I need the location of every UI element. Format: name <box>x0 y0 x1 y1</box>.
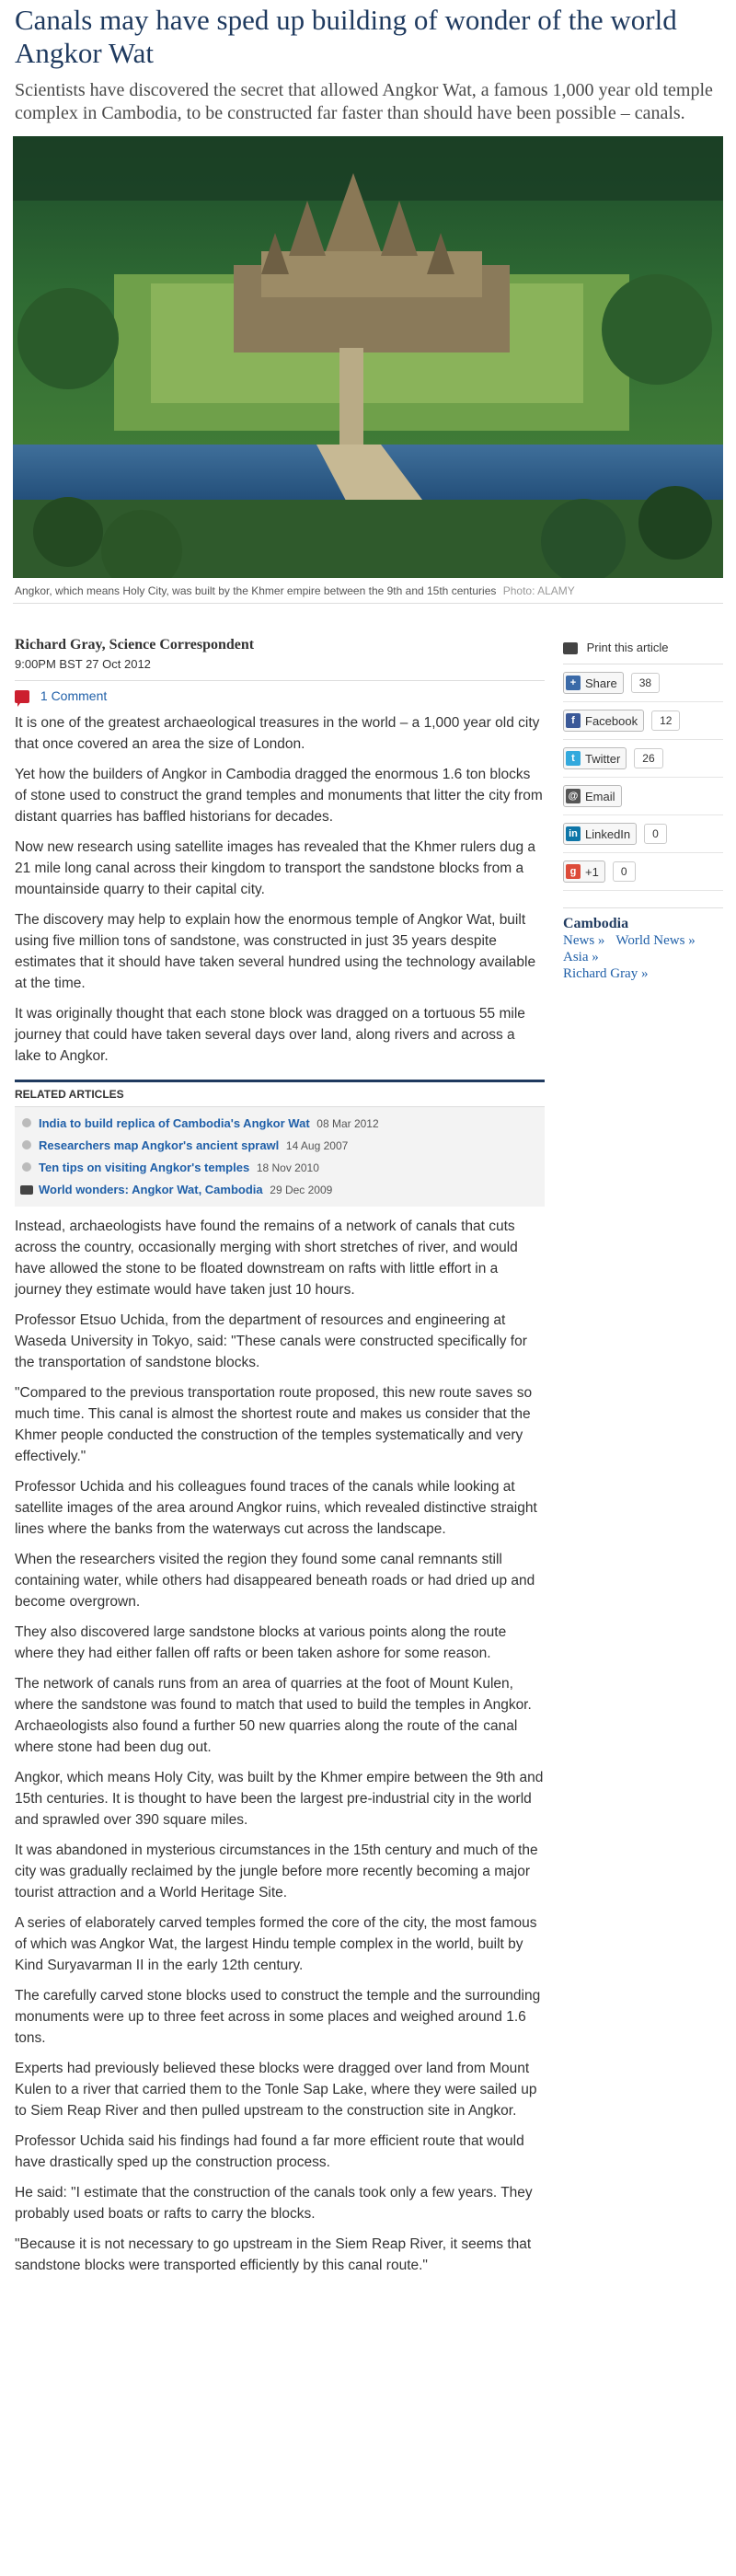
paragraph: "Compared to the previous transportation route proposed, this new route saves so much time. This canal is almost the shortest route and makes us consider that the Khmer people conducted the construction of the temples systematically and very effectively." <box>15 1385 533 1465</box>
google-plus-row <box>563 853 723 891</box>
share-count: 38 <box>631 673 660 693</box>
bullet-icon <box>22 1118 31 1127</box>
topic-heading: Cambodia <box>563 916 629 932</box>
article-main-column <box>15 633 545 2276</box>
byline: Richard Gray, Science Correspondent <box>15 637 255 653</box>
paragraph: Experts had previously believed these blocks were dragged over land from Mount Kulen to a river that carried them to the Tonle Sap Lake, where they were sailed up to Siem Reap River and then pulled upstream to the construction site in Angkor. <box>15 2061 537 2120</box>
google-plus-label: +1 <box>585 864 599 879</box>
related-item <box>15 1135 545 1157</box>
topic-link-author[interactable]: Richard Gray » <box>563 966 649 982</box>
facebook-icon: f <box>566 713 581 728</box>
related-date: 08 Mar 2012 <box>316 1117 379 1131</box>
twitter-row <box>563 740 723 778</box>
paragraph: "Because it is not necessary to go upstream in the Siem Reap River, it seems that sandstone blocks were transported efficiently by this canal route." <box>15 2236 532 2274</box>
twitter-icon: t <box>566 751 581 766</box>
related-link[interactable]: Ten tips on visiting Angkor's temples <box>39 1161 250 1175</box>
related-item <box>15 1113 545 1135</box>
facebook-row <box>563 702 723 740</box>
share-row <box>563 664 723 702</box>
google-plus-icon: g <box>566 864 581 879</box>
article-standfirst: Scientists have discovered the secret that allowed Angkor Wat, a famous 1,000 year old temple complex in Cambodia, to be constructed far faster than should have been possible – canals. <box>15 80 713 123</box>
related-link[interactable]: World wonders: Angkor Wat, Cambodia <box>39 1183 263 1197</box>
paragraph: A series of elaborately carved temples formed the core of the city, the most famous of which was Angkor Wat, the largest Hindu temple complex in the world, built by Kind Suryavarman II in the early 12th century. <box>15 1915 537 1974</box>
facebook-count: 12 <box>651 710 680 731</box>
related-date: 18 Nov 2010 <box>256 1161 319 1175</box>
email-icon: @ <box>566 789 581 803</box>
google-plus-button[interactable] <box>563 861 605 883</box>
image-caption <box>13 578 723 604</box>
dateline: 9:00PM BST 27 Oct 2012 <box>15 657 151 671</box>
paragraph: Yet how the builders of Angkor in Cambodia dragged the enormous 1.6 ton blocks of stone used to construct the grand temples and monuments that litter the city from distant quarries has baffled historians for decades. <box>15 767 543 826</box>
photo-credit: Photo: ALAMY <box>502 584 575 597</box>
topic-link-news[interactable]: News » <box>563 933 605 949</box>
paragraph: Now new research using satellite images has revealed that the Khmer rulers dug a 21 mile long canal across their kingdom to transport the sandstone blocks from a mountainside quarry to their capital city. <box>15 839 536 898</box>
paragraph: Angkor, which means Holy City, was built by the Khmer empire between the 9th and 15th centuries. It is thought to have been the largest pre-industrial city in the world and sprawled over 390 square miles. <box>15 1770 544 1829</box>
email-row <box>563 778 723 815</box>
topic-links <box>563 932 723 982</box>
topic-link-asia[interactable]: Asia » <box>563 950 599 965</box>
article-sidebar <box>563 633 723 982</box>
comment-icon <box>15 690 29 703</box>
paragraph: When the researchers visited the region they found some canal remnants still containing water, while others had disappeared beneath roads or had dried up and become overgrown. <box>15 1552 535 1611</box>
bullet-icon <box>22 1140 31 1149</box>
caption-text: Angkor, which means Holy City, was built by the Khmer empire between the 9th and 15th centuries <box>15 584 497 597</box>
related-date: 14 Aug 2007 <box>285 1139 349 1153</box>
paragraph: Instead, archaeologists have found the remains of a network of canals that cuts across the country, occasionally merging with short stretches of river, and would have allowed the stone to be floated downstream on rafts with little effort in a journey they estimate would have taken just 10 hours. <box>15 1219 518 1299</box>
related-item <box>15 1157 545 1179</box>
linkedin-button[interactable] <box>563 823 637 845</box>
printer-icon <box>563 642 578 654</box>
paragraph: He said: "I estimate that the construction of the canals took only a few years. They probably used boats or rafts to carry the blocks. <box>15 2185 533 2223</box>
paragraph: It is one of the greatest archaeological treasures in the world – a 1,000 year old city that once covered an area the size of London. <box>15 715 540 753</box>
email-label: Email <box>585 789 615 803</box>
topic-link-world-news[interactable]: World News » <box>615 933 696 949</box>
paragraph: Professor Uchida said his findings had found a far more efficient route that would have drastically sped up the construction process. <box>15 2133 524 2171</box>
facebook-button[interactable] <box>563 710 644 732</box>
paragraph: Professor Etsuo Uchida, from the department of resources and engineering at Waseda University in Tokyo, said: "These canals were constructed specifically for the transportation of sandstone blocks. <box>15 1312 527 1371</box>
paragraph: The discovery may help to explain how the enormous temple of Angkor Wat, built using five million tons of sandstone, was constructed in just 35 years despite estimates that it should have taken several hundred using the technology available at the time. <box>15 912 536 992</box>
paragraph: The network of canals runs from an area of quarries at the foot of Mount Kulen, where the sandstone was found to match that used to build the temples in Angkor. Archaeologists also found a further 50 new quarries along the route of the canal where stone had been dug out. <box>15 1676 532 1756</box>
share-label: Share <box>585 676 617 690</box>
topic-box <box>563 907 723 982</box>
paragraph: They also discovered large sandstone blocks at various points along the route where they had either fallen off rafts or been taken ashore for some reason. <box>15 1624 507 1662</box>
paragraph: Professor Uchida and his colleagues found traces of the canals while looking at satellite images of the area around Angkor ruins, which revealed distinctive straight lines where the banks from the waterways cut across the landscape. <box>15 1479 537 1538</box>
linkedin-icon: in <box>566 826 581 841</box>
related-link[interactable]: India to build replica of Cambodia's Angkor Wat <box>39 1116 310 1131</box>
comments-row <box>15 680 545 703</box>
angkor-wat-aerial-photo <box>13 136 723 578</box>
comments-link[interactable]: 1 Comment <box>40 688 108 703</box>
twitter-count: 26 <box>634 748 662 768</box>
paragraph: It was abandoned in mysterious circumstances in the 15th century and much of the city was gradually reclaimed by the jungle before more recently becoming a major tourist attraction and a World Heritage Site. <box>15 1842 538 1901</box>
related-item <box>15 1179 545 1201</box>
article-title: Canals may have sped up building of wonder of the world Angkor Wat <box>15 4 677 69</box>
hero-image <box>13 136 723 578</box>
article-page <box>13 0 723 2274</box>
print-label: Print this article <box>586 641 669 654</box>
paragraph: It was originally thought that each stone block was dragged on a tortuous 55 mile journey that could have taken several days over land, along rivers and across a lake to Angkor. <box>15 1006 525 1065</box>
paragraph: The carefully carved stone blocks used to construct the temple and the surrounding monuments were up to three feet across in some places and weighed around 1.6 tons. <box>15 1988 541 2047</box>
linkedin-row <box>563 815 723 853</box>
camera-icon <box>20 1185 33 1195</box>
email-button[interactable] <box>563 785 622 807</box>
share-icon: + <box>566 676 581 690</box>
article-body-top <box>15 712 545 1067</box>
related-date: 29 Dec 2009 <box>270 1184 333 1197</box>
twitter-button[interactable] <box>563 747 627 769</box>
twitter-label: Twitter <box>585 751 621 766</box>
linkedin-label: LinkedIn <box>585 826 631 841</box>
google-plus-count: 0 <box>613 861 636 882</box>
bullet-icon <box>22 1162 31 1172</box>
linkedin-count: 0 <box>644 824 667 844</box>
facebook-label: Facebook <box>585 713 638 728</box>
related-articles-heading: RELATED ARTICLES <box>15 1082 545 1107</box>
related-link[interactable]: Researchers map Angkor's ancient sprawl <box>39 1138 280 1153</box>
print-article-link[interactable] <box>563 633 723 664</box>
article-body-bottom <box>15 1216 545 2276</box>
share-button[interactable] <box>563 672 624 694</box>
related-articles <box>15 1080 545 1207</box>
